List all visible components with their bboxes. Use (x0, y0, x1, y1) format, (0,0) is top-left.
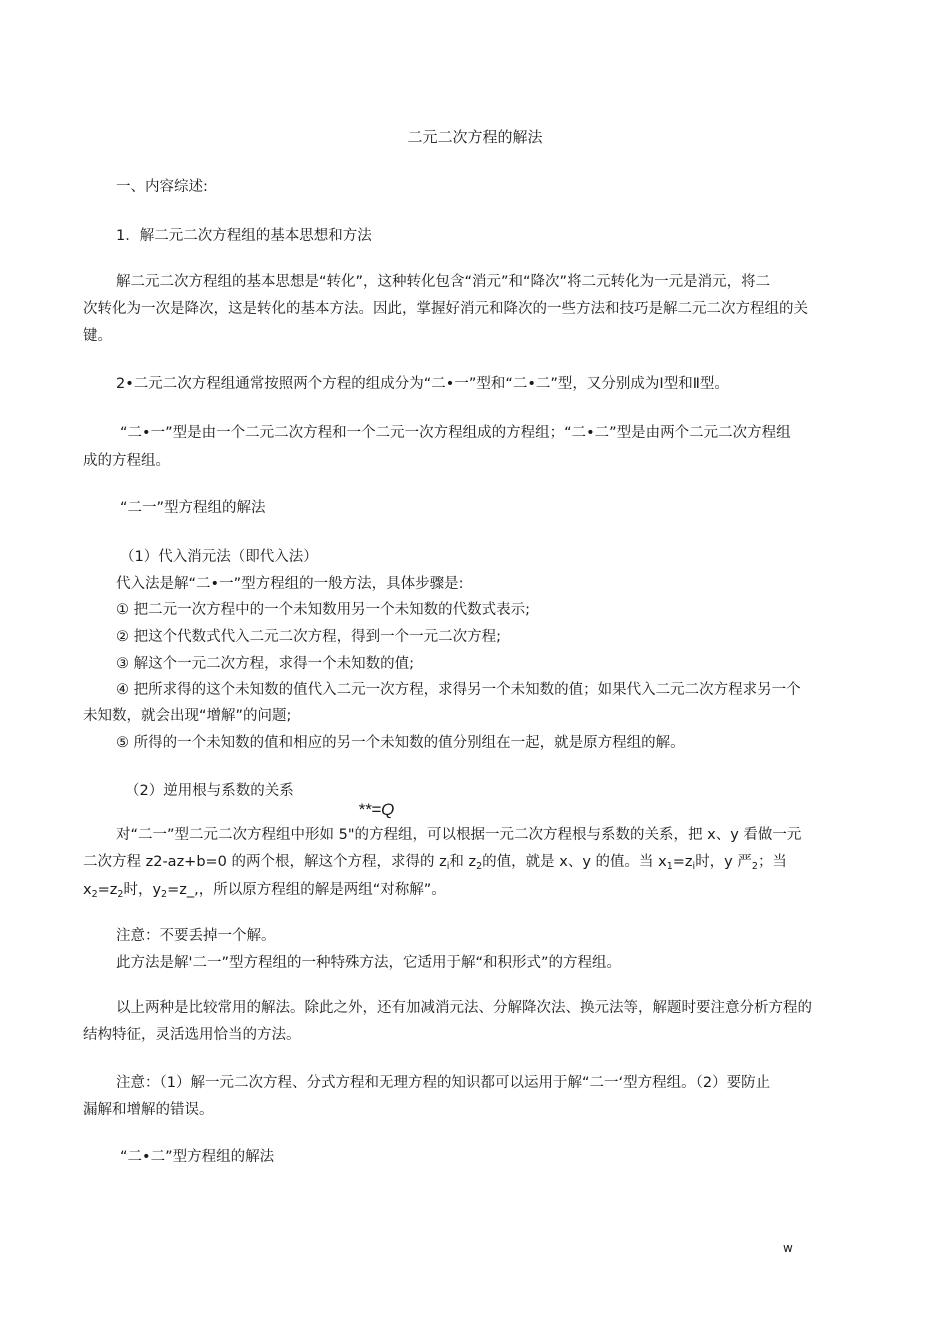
paragraph-line: 2•二元二次方程组通常按照两个方程的组成分为“二•一”型和“二•二”型，又分别成为Ⅰ型和Ⅱ型。 (116, 376, 729, 392)
paragraph-line: 代入法是解“二•一”型方程组的一般方法，具体步骤是: (116, 576, 464, 592)
page-title: 二元二次方程的解法 (407, 128, 543, 146)
paragraph-line: 二次方程 z2-az+b=0 的两个根，解这个方程，求得的 $z_i$和 $z_2$的值，就是 x、y 的值。当 $x_1=z_i$时，y 严$_2$；当 (83, 854, 787, 872)
subsection-heading: “二•二”型方程组的解法 (120, 1149, 275, 1165)
formula: **=Q (358, 800, 395, 819)
method-heading: （2）逆用根与系数的关系 (125, 783, 294, 799)
note-line: 注意：不要丢掉一个解。 (116, 928, 276, 944)
paragraph-line: 成的方程组。 (83, 453, 170, 469)
paragraph-line: 次转化为一次是降次，这是转化的基本方法。因此，掌握好消元和降次的一些方法和技巧是解二元二次方程组的关 (83, 301, 808, 317)
step-item: ① 把二元一次方程中的一个未知数用另一个未知数的代数式表示; (116, 602, 530, 618)
paragraph-line: 解二元二次方程组的基本思想是“转化”，这种转化包含“消元”和“降次”将二元转化为一元是消元，将二 (116, 274, 771, 290)
step-item: ⑤ 所得的一个未知数的值和相应的另一个未知数的值分别组在一起，就是原方程组的解。 (116, 735, 685, 751)
paragraph-line: 键。 (83, 328, 112, 344)
method-heading: （1）代入消元法（即代入法） (120, 549, 318, 565)
paragraph-line: 结构特征，灵活选用恰当的方法。 (83, 1027, 301, 1043)
page-footer-mark: w (783, 1241, 793, 1255)
note-line: 此方法是解'二一”型方程组的一种特殊方法，它适用于解“和积形式”的方程组。 (116, 955, 622, 971)
paragraph-line: 漏解和增解的错误。 (83, 1102, 214, 1118)
step-item: ③ 解这个一元二次方程，求得一个未知数的值; (116, 656, 414, 672)
paragraph-line: “二•一”型是由一个二元二次方程和一个二元一次方程组成的方程组；“二•二”型是由两个二元二次方程组 (120, 425, 791, 441)
section-heading: 一、内容综述: (116, 179, 208, 195)
step-item: ④ 把所求得的这个未知数的值代入二元一次方程，求得另一个未知数的值；如果代入二元二次方程求另一个 (116, 682, 801, 698)
paragraph-line: 对“二一”型二元二次方程组中形如 5"的方程组，可以根据一元二次方程根与系数的关系，把 x、y 看做一元 (116, 827, 802, 843)
paragraph-line: 注意：（1）解一元二次方程、分式方程和无理方程的知识都可以运用于解“二一‘型方程组。（2）要防止 (116, 1075, 771, 1091)
paragraph-line: 以上两种是比较常用的解法。除此之外，还有加减消元法、分解降次法、换元法等，解题时要注意分析方程的 (116, 1000, 812, 1016)
step-item: 未知数，就会出现“增解”的问题; (83, 708, 292, 724)
step-item: ② 把这个代数式代入二元二次方程，得到一个一元二次方程; (116, 629, 501, 645)
subsection-heading: 1．解二元二次方程组的基本思想和方法 (116, 228, 372, 244)
paragraph-line: $x_2=z_2$时，$y_2=z\_$,，所以原方程组的解是两组“对称解”。 (83, 882, 446, 900)
subsection-heading: “二一”型方程组的解法 (120, 500, 266, 516)
